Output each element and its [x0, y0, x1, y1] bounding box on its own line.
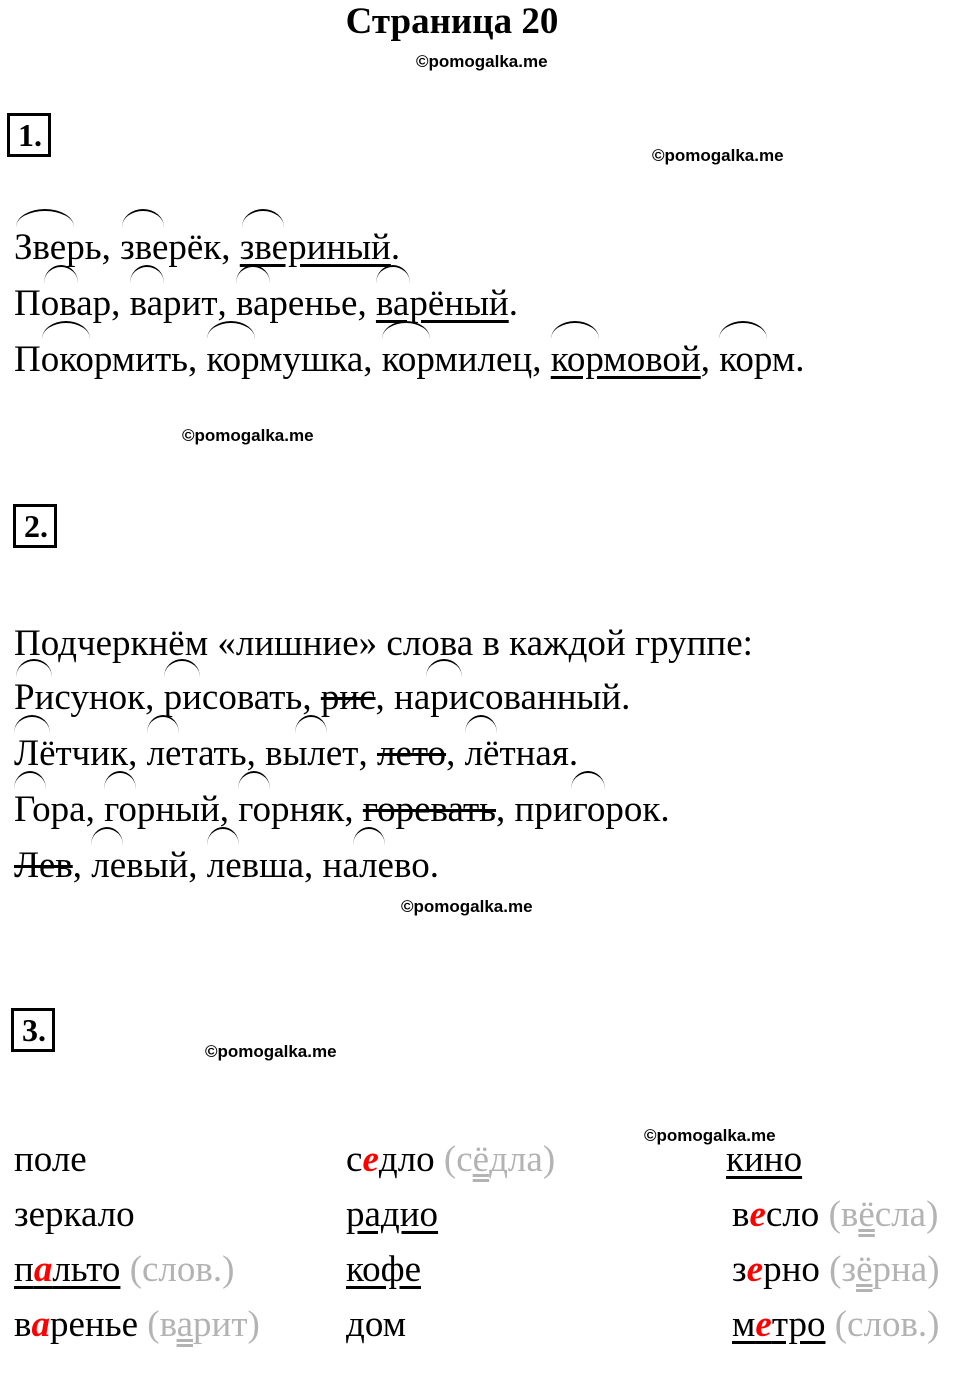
underlined-word: варёный	[376, 282, 509, 326]
ex2-line-2: Лётчик, летать, вылет, лето, лётная.	[14, 732, 578, 776]
ex3-c3-r3: зерно (зёрна)	[732, 1249, 940, 1290]
ex3-c3-r2: весло (вёсла)	[732, 1194, 939, 1235]
page-title: Страница 20	[345, 1, 559, 42]
struck-word: Лев	[14, 845, 73, 886]
exercise-2-number: 2.	[13, 504, 57, 548]
struck-word: рис	[320, 677, 376, 718]
ex2-line-1: Рисунок, рисовать, рис, нарисованный.	[14, 676, 630, 720]
word: варит	[130, 282, 218, 326]
word: Зверь	[14, 226, 102, 270]
word: кормушка	[207, 338, 364, 382]
ex3-c3-r1: кино	[726, 1139, 803, 1180]
ex3-c1-r2: зеркало	[14, 1194, 135, 1235]
underlined-word: звериный	[240, 226, 391, 270]
ex1-line-2: Повар, варит, варенье, варёный.	[14, 282, 518, 326]
word: варенье	[236, 282, 357, 326]
watermark: ©pomogalka.me	[416, 52, 548, 71]
ex2-line-3: Гора, горный, горняк, горевать, пригорок.	[14, 788, 670, 832]
ex3-c2-r3: кофе	[346, 1249, 421, 1290]
watermark: ©pomogalka.me	[401, 897, 533, 916]
ex3-c1-r4: варенье (варит)	[14, 1304, 260, 1345]
ex3-c2-r2: радио	[346, 1194, 439, 1235]
watermark: ©pomogalka.me	[652, 146, 784, 165]
ex3-c2-r4: дом	[346, 1304, 407, 1345]
struck-word: лето	[376, 733, 447, 774]
ex3-c3-r4: метро (слов.)	[732, 1304, 940, 1345]
watermark: ©pomogalka.me	[182, 426, 314, 445]
word: корм	[719, 338, 795, 382]
ex2-intro: Подчеркнём «лишние» слова в каждой группе:	[14, 623, 753, 664]
underlined-word: кормовой	[551, 338, 701, 382]
ex1-line-1: Зверь, зверёк, звериный.	[14, 226, 400, 270]
word: кормилец	[382, 338, 532, 382]
watermark: ©pomogalka.me	[205, 1042, 337, 1061]
exercise-1-number: 1.	[7, 113, 51, 157]
word: Повар	[14, 282, 111, 326]
ex3-c1-r1: поле	[14, 1139, 87, 1180]
ex3-c2-r1: седло (сёдла)	[346, 1139, 556, 1180]
ex3-c1-r3: пальто (слов.)	[14, 1249, 235, 1290]
ex2-line-4: Лев, левый, левша, налево.	[14, 844, 439, 888]
struck-word: горевать	[362, 789, 497, 830]
ex1-line-3: Покормить, кормушка, кормилец, кормовой, корм.	[14, 338, 804, 382]
word: зверёк	[120, 226, 221, 270]
exercise-3-number: 3.	[11, 1008, 55, 1052]
watermark: ©pomogalka.me	[644, 1126, 776, 1145]
word: Покормить	[14, 338, 188, 382]
